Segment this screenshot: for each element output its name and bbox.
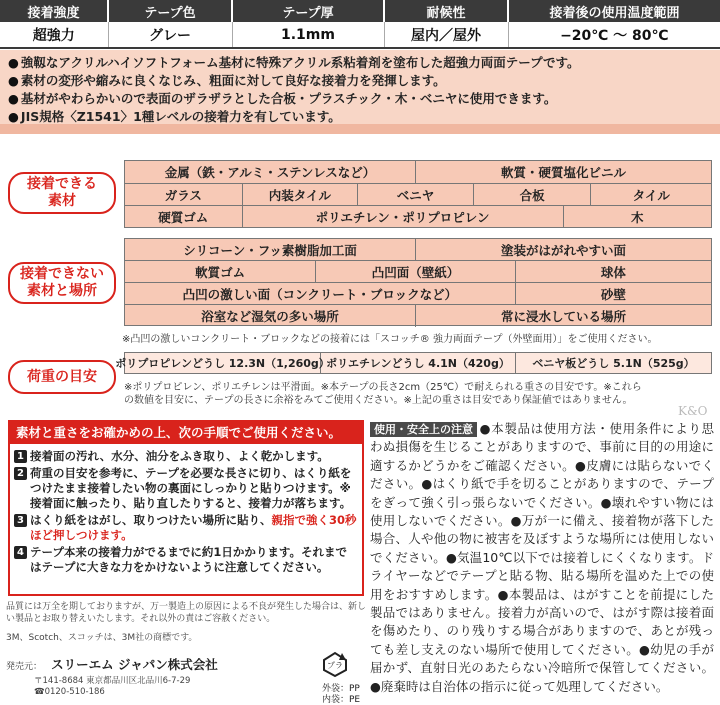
spec-header: 耐候性	[384, 0, 508, 22]
step-text: 荷重の目安を参考に、テープを必要な長さに切り、はくり紙をつけたまま接着したい物の裏面にしっかりと貼りつけます。※接着面に触ったり、貼り直したりすると、接着力が落ちます。	[30, 466, 352, 510]
maker-label: 発売元：	[6, 662, 43, 672]
trademark-note: 3M、Scotch、スコッチは、3M社の商標です。	[6, 633, 198, 643]
bondable-label-line2: 素材	[48, 193, 76, 209]
step-text: テープ本来の接着力がでるまでに約1日かかります。それまではテープに大きな力をかけないように注意してください。	[30, 545, 348, 574]
not-bondable-cell: シリコーン・フッ素樹脂加工面	[125, 239, 416, 260]
maker-address	[34, 676, 190, 698]
not-bondable-cell: 浴室など湿気の多い場所	[125, 305, 416, 327]
bondable-grid	[124, 160, 712, 228]
feature-list	[0, 50, 720, 134]
howto-step	[10, 466, 362, 511]
not-bondable-row	[125, 239, 711, 261]
caution-section	[370, 420, 714, 696]
caution-text: ●本製品は使用方法・使用条件により思わぬ損傷を生じることがありますので、事前に目的の用途に適するかどうかをご確認ください。●皮膚には貼らないでください。●はくり紙で手を切ることがありますので、テープをぎって強く引っ張らないでください。●壊れやすい物には使用しないでください。●万が一に備え、接着物が落下した場合、人や他の物に被害を及ぼすような場所には使用しないでください。●気温10℃以下では接着しにくくなります。ドライヤーなどでテープと貼る物、貼る場所を温めた上での使用をおすすめします。●本製品は、はがすことを前提にした製品ではありません。接着力が高いので、はがす際は接着面を傷めたり、のり残りする場合がありますので、あとが残っても差し支えのない場所で使用してください。●幼児の手が届かず、直射日光のあたらない冷暗所で保管してください。●廃棄時は自治体の指示に従って処理してください。	[370, 421, 714, 694]
load-label: 荷重の目安	[8, 360, 116, 394]
step-text: 接着面の汚れ、水分、油分をふき取り、よく乾かします。	[30, 449, 329, 463]
disclaimer: 品質には万全を期しておりますが、万一製造上の原因による不良が発生した場合は、新しい製品とお取り替えいたします。それ以外の責はご容赦ください。	[6, 602, 367, 624]
not-bondable-cell: 砂壁	[600, 286, 626, 302]
not-bondable-cell: 軟質ゴム	[125, 261, 316, 282]
step-number: 4	[14, 546, 27, 559]
howto-title: 素材と重さをお確かめの上、次の手順でご使用ください。	[10, 422, 362, 444]
not-bondable-row	[125, 283, 711, 305]
step-number: 1	[14, 450, 27, 463]
not-bondable-row	[125, 305, 711, 327]
bondable-cell: 金属（鉄・アルミ・ステンレスなど）	[125, 161, 416, 183]
spec-value-color: グレー	[108, 22, 232, 48]
recycle-info	[314, 650, 366, 705]
load-item: ポリエチレンどうし 4.1N（420g）	[321, 353, 516, 373]
bondable-label-line1: 接着できる	[27, 176, 97, 192]
bondable-row	[125, 161, 711, 184]
maker-line	[6, 654, 218, 673]
spec-value-strength: 超強力	[0, 22, 108, 48]
not-bondable-cell: 球体	[600, 264, 626, 280]
bondable-row	[125, 184, 711, 206]
load-item: ベニヤ板どうし 5.1N（525g）	[532, 357, 695, 370]
load-note-line2: の数値を目安に、テープの長さに余裕をみてご使用ください。※上記の重さは目安であり保証値ではありません。	[124, 395, 633, 406]
howto-step	[10, 449, 362, 464]
howto-step	[10, 513, 362, 543]
load-item: ポリプロピレンどうし 12.3N（1,260g）	[125, 353, 321, 373]
step-number: 3	[14, 514, 27, 527]
plastic-recycle-icon	[320, 650, 350, 678]
recycle-inner: 内袋：PE	[322, 695, 361, 705]
spec-header: 接着強度	[0, 0, 108, 22]
feature-item: ● 強靱なアクリルハイソフトフォーム基材に特殊アクリル系粘着剤を塗布した超強力両面テープです。	[8, 54, 712, 72]
not-bondable-label	[8, 262, 116, 304]
howto-step	[10, 545, 362, 575]
feature-item: ● 基材がやわらかいので表面のザラザラとした合板・プラスチック・木・ベニヤに使用できます。	[8, 90, 712, 108]
not-bondable-label-line2: 素材と場所	[27, 283, 97, 299]
bondable-row	[125, 206, 711, 227]
spec-header: 接着後の使用温度範囲	[508, 0, 720, 22]
load-note-line1: ※ポリプロピレン、ポリエチレンは平滑面。※本テープの長さ2cm（25℃）で耐えられる重さの目安です。※これら	[124, 382, 642, 393]
watermark: K&O	[678, 404, 708, 418]
spec-value-row	[0, 22, 720, 48]
recycle-mark-text: プラ	[327, 661, 343, 670]
load-row	[115, 353, 711, 373]
not-bondable-note: ※凸凹の激しいコンクリート・ブロックなどの接着には「スコッチ® 強力両面テープ（外壁面用）」をご使用ください。	[122, 334, 658, 345]
bondable-cell: 内装タイル	[243, 184, 359, 205]
maker-name: スリーエム ジャパン株式会社	[51, 657, 218, 672]
bondable-cell: 木	[630, 209, 644, 225]
spec-table	[0, 0, 720, 49]
not-bondable-row	[125, 261, 711, 283]
not-bondable-cell: 常に浸水している場所	[501, 309, 627, 324]
bondable-cell: ガラス	[125, 184, 243, 205]
phone-line: ☎0120-510-186	[34, 687, 105, 697]
bondable-cell: 軟質・硬質塩化ビニル	[501, 165, 627, 180]
spec-header-row	[0, 0, 720, 22]
bondable-cell: タイル	[632, 187, 670, 203]
spec-header: テープ厚	[232, 0, 384, 22]
not-bondable-cell: 塗装がはがれやすい面	[501, 242, 627, 258]
recycle-outer: 外袋：PP	[322, 684, 360, 694]
bondable-cell: 硬質ゴム	[125, 206, 243, 227]
not-bondable-grid	[124, 238, 712, 326]
not-bondable-cell: 凸凹面（壁紙）	[316, 261, 515, 282]
step-number: 2	[14, 467, 27, 480]
not-bondable-cell: 凸凹の激しい面（コンクリート・ブロックなど）	[125, 283, 516, 304]
not-bondable-label-line1: 接着できない	[20, 266, 104, 282]
feature-item: ● 素材の変形や縮みに良くなじみ、粗面に対して良好な接着力を発揮します。	[8, 72, 712, 90]
caution-title: 使用・安全上の注意	[370, 422, 477, 437]
howto-box	[8, 420, 364, 596]
bondable-cell: ポリエチレン・ポリプロピレン	[243, 206, 564, 227]
bondable-cell: ベニヤ	[358, 184, 474, 205]
load-grid	[115, 352, 712, 374]
step-text-emphasis: 親指で強く30秒ほど押しつけます。	[30, 513, 357, 542]
spec-header: テープ色	[108, 0, 232, 22]
address-line: 〒141-8684 東京都品川区北品川6-7-29	[34, 676, 191, 686]
step-text: はくり紙をはがし、取りつけたい場所に貼り、	[30, 513, 272, 527]
bondable-label	[8, 172, 116, 214]
spec-value-thickness: 1.1mm	[232, 22, 384, 48]
spec-value-temperature: −20℃ ～ 80℃	[508, 22, 720, 48]
bondable-cell: 合板	[474, 184, 592, 205]
feature-item: ● JIS規格〈Z1541〉1種レベルの接着力を有しています。	[8, 108, 712, 126]
spec-value-weather: 屋内／屋外	[384, 22, 508, 48]
